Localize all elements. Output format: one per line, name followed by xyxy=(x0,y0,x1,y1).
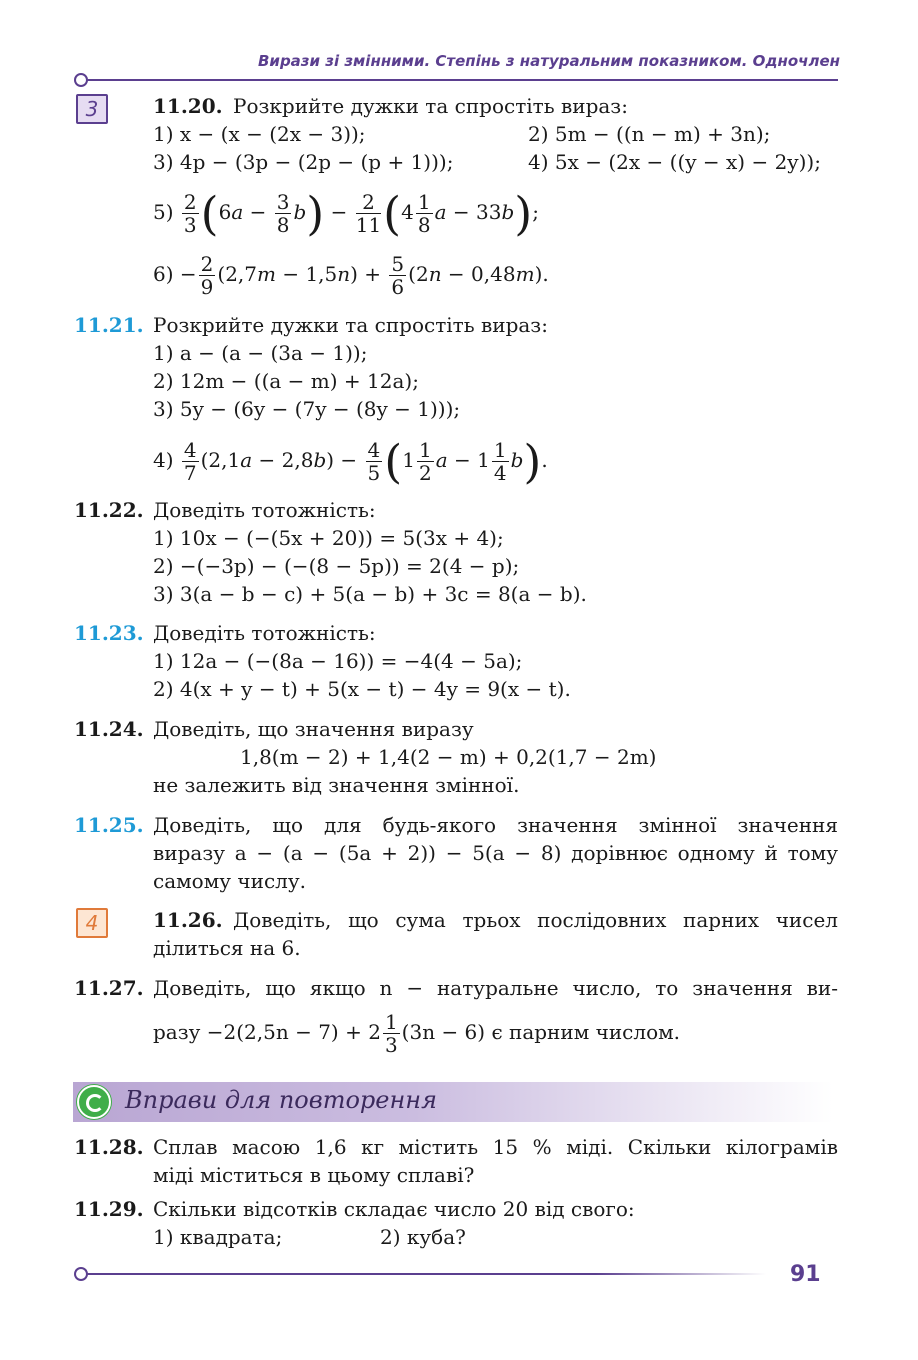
problem-11-20-item-4: 4) 5x − (2x − ((y − x) − 2y)); xyxy=(528,150,821,174)
problem-11-26-line-1: Доведіть, що сума трьох послідовних парних чисел xyxy=(233,908,838,932)
problem-number-11-29: 11.29. xyxy=(74,1197,144,1221)
page-number: 91 xyxy=(790,1262,821,1287)
problem-11-24-expression: 1,8(m − 2) + 1,4(2 − m) + 0,2(1,7 − 2m) xyxy=(240,745,657,769)
problem-11-26-line-2: ділиться на 6. xyxy=(153,936,301,960)
problem-11-25-line-2: виразу a − (a − (5a + 2)) − 5(a − 8) дорівнює одному й тому xyxy=(153,841,838,865)
problem-number-11-22: 11.22. xyxy=(74,498,144,522)
problem-11-22-item-2: 2) −(−3p) − (−(8 − 5p)) = 2(4 − p); xyxy=(153,554,520,578)
problem-11-23-item-2: 2) 4(x + y − t) + 5(x − t) − 4y = 9(x − t). xyxy=(153,677,571,701)
problem-11-21-text: Розкрийте дужки та спростіть вираз: xyxy=(153,313,548,337)
repetition-title: Вправи для повторення xyxy=(125,1086,437,1114)
repetition-banner xyxy=(73,1082,833,1122)
level-4-badge: 4 xyxy=(76,908,108,938)
problem-11-21-item-3: 3) 5y − (6y − (7y − (8y − 1))); xyxy=(153,397,461,421)
problem-11-20-item-1: 1) x − (x − (2x − 3)); xyxy=(153,122,366,146)
problem-11-22-item-1: 1) 10x − (−(5x + 20)) = 5(3x + 4); xyxy=(153,526,504,550)
problem-11-21-item-2: 2) 12m − ((a − m) + 12a); xyxy=(153,369,419,393)
problem-11-20-item-5: 5) $\frac{2}{3}$ (6a − $\frac{3}{8}$ b) − $\frac{2}{11}$ (4 $\frac{1}{8}$ a − 33b); xyxy=(153,186,539,241)
problem-11-24-line-1: Доведіть, що значення виразу xyxy=(153,717,474,741)
problem-11-21-item-1: 1) a − (a − (3a − 1)); xyxy=(153,341,368,365)
problem-11-29-item-2: 2) куба? xyxy=(380,1225,466,1249)
problem-11-22-text: Доведіть тотожність: xyxy=(153,498,376,522)
problem-number-11-24: 11.24. xyxy=(74,717,144,741)
problem-11-20-item-6: 6) − $\frac{2}{9}$ (2,7m − 1,5n) + $\frac{5}{6}$ (2n − 0,48m). xyxy=(153,252,549,299)
level-3-badge: 3 xyxy=(76,94,108,124)
problem-11-23-item-1: 1) 12a − (−(8a − 16)) = −4(4 − 5a); xyxy=(153,649,523,673)
problem-11-22-item-3: 3) 3(a − b − c) + 5(a − b) + 3c = 8(a − b). xyxy=(153,582,587,606)
problem-11-28-line-2: міді міститься в цьому сплаві? xyxy=(153,1163,475,1187)
problem-11-27-line-2: разу −2(2,5n − 7) + 2 $\frac{1}{3}$ (3n − 6) є парним числом. xyxy=(153,1010,681,1057)
refresh-icon xyxy=(77,1085,111,1119)
problem-11-27-line-1: Доведіть, що якщо n − натуральне число, то значення ви- xyxy=(153,976,838,1000)
problem-11-21-item-4: 4) $\frac{4}{7}$ (2,1a − 2,8b) − $\frac{4}{5}$ (1 $\frac{1}{2}$ a − 1 $\frac{1}{4}$ b). xyxy=(153,434,548,489)
running-header: Вирази зі змінними. Степінь з натуральним показником. Одночлен xyxy=(258,52,840,70)
header-rule xyxy=(86,79,838,81)
problem-number-11-20: 11.20. xyxy=(153,94,223,118)
problem-number-11-27: 11.27. xyxy=(74,976,144,1000)
problem-11-28-line-1: Сплав масою 1,6 кг містить 15 % міді. Скільки кілограмів xyxy=(153,1135,838,1159)
problem-number-11-26: 11.26. xyxy=(153,908,223,932)
problem-11-24-line-3: не залежить від значення змінної. xyxy=(153,773,520,797)
problem-number-11-21: 11.21. xyxy=(74,313,144,337)
problem-11-29-line-1: Скільки відсотків складає число 20 від свого: xyxy=(153,1197,635,1221)
problem-number-11-28: 11.28. xyxy=(74,1135,144,1159)
problem-11-25-line-1: Доведіть, що для будь-якого значення змінної значення xyxy=(153,813,838,837)
footer-rule xyxy=(86,1273,766,1275)
problem-11-29-item-1: 1) квадрата; xyxy=(153,1225,283,1249)
problem-11-25-line-3: самому числу. xyxy=(153,869,306,893)
problem-11-20-item-3: 3) 4p − (3p − (2p − (p + 1))); xyxy=(153,150,454,174)
problem-11-20-item-2: 2) 5m − ((n − m) + 3n); xyxy=(528,122,771,146)
problem-number-11-25: 11.25. xyxy=(74,813,144,837)
problem-11-23-text: Доведіть тотожність: xyxy=(153,621,376,645)
problem-number-11-23: 11.23. xyxy=(74,621,144,645)
problem-11-20-text: Розкрийте дужки та спростіть вираз: xyxy=(233,94,628,118)
